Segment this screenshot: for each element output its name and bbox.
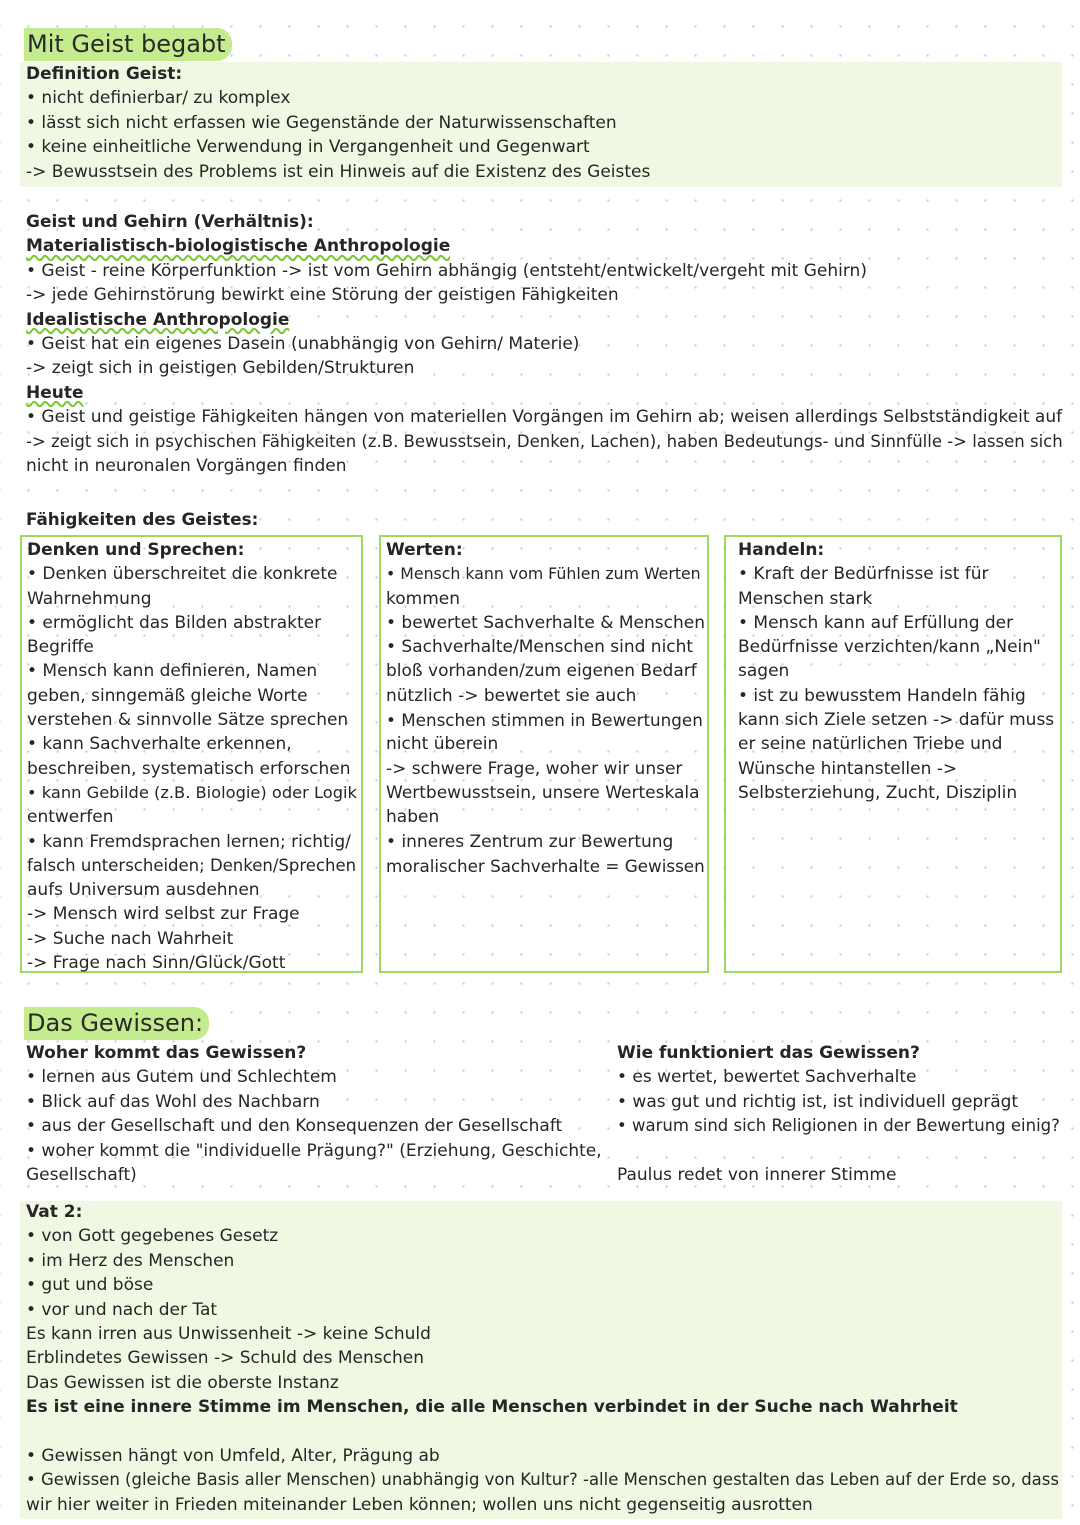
handeln-line: • Kraft der Bedürfnisse ist für <box>738 564 989 585</box>
vat-end-line: wir hier weiter in Frieden miteinander Leben können; wollen uns nicht gegenseitig ausrotten <box>26 1494 813 1515</box>
werten-line: • Menschen stimmen in Bewertungen <box>386 710 703 731</box>
denken-heading: Denken und Sprechen: <box>27 540 245 560</box>
denken-line: • kann Gebilde (z.B. Biologie) oder Logik <box>27 782 357 802</box>
denken-line: • Denken überschreitet die konkrete <box>27 564 338 585</box>
vat-line: • im Herz des Menschen <box>26 1250 235 1271</box>
definition-section <box>26 62 1056 184</box>
werten-line: nützlich -> bewertet sie auch <box>386 685 637 706</box>
materialistisch-heading: Materialistisch-biologistische Anthropologie <box>26 236 451 257</box>
vat-line: Es kann irren aus Unwissenheit -> keine Schuld <box>26 1323 431 1344</box>
faehigkeiten-heading: Fähigkeiten des Geistes: <box>26 509 259 529</box>
woher-line: • woher kommt die "individuelle Prägung?" (Erziehung, Geschichte, <box>26 1140 602 1161</box>
vat-end-line: • Gewissen (gleiche Basis aller Menschen) unabhängig von Kultur? -alle Menschen gestalten das Leben auf der Erde so, dass <box>26 1470 1059 1490</box>
denken-line: -> Suche nach Wahrheit <box>27 928 234 949</box>
woher-line: • Blick auf das Wohl des Nachbarn <box>26 1091 320 1112</box>
definition-line: • lässt sich nicht erfassen wie Gegenstände der Naturwissenschaften <box>26 112 617 133</box>
vat-line: Erblindetes Gewissen -> Schuld des Menschen <box>26 1348 424 1369</box>
heute-heading: Heute <box>26 382 84 403</box>
denken-line: • ermöglicht das Bilden abstrakter <box>27 612 322 633</box>
wie-line: • warum sind sich Religionen in der Bewertung einig? <box>617 1116 1060 1136</box>
vat-line: • gut und böse <box>26 1275 154 1296</box>
werten-line: bloß vorhanden/zum eigenen Bedarf <box>386 661 697 682</box>
geist-gehirn-heading: Geist und Gehirn (Verhältnis): <box>26 212 314 232</box>
wie-line: • was gut und richtig ist, ist individuell geprägt <box>617 1091 1019 1112</box>
woher-line: • aus der Gesellschaft und den Konsequenzen der Gesellschaft <box>26 1116 563 1137</box>
werten-line: • Mensch kann vom Fühlen zum Werten <box>386 564 701 584</box>
werten-line: kommen <box>386 588 460 609</box>
denken-line: geben, sinngemäß gleiche Worte <box>27 685 308 706</box>
werten-line: • inneres Zentrum zur Bewertung <box>386 831 674 852</box>
paulus-line: Paulus redet von innerer Stimme <box>617 1164 897 1185</box>
handeln-line: er seine natürlichen Triebe und <box>738 734 1003 755</box>
idealistisch-line: -> zeigt sich in geistigen Gebilden/Strukturen <box>26 358 415 379</box>
handeln-line: sagen <box>738 661 790 682</box>
definition-line: -> Bewusstsein des Problems ist ein Hinweis auf die Existenz des Geistes <box>26 161 651 182</box>
definition-heading: Definition Geist: <box>26 64 183 84</box>
definition-line: • keine einheitliche Verwendung in Vergangenheit und Gegenwart <box>26 137 590 158</box>
title-geist-text: Mit Geist begabt <box>24 28 232 61</box>
werten-line: nicht überein <box>386 734 499 755</box>
werten-line: moralischer Sachverhalte = Gewissen <box>386 855 705 876</box>
denken-line: Begriffe <box>27 637 94 658</box>
woher-heading: Woher kommt das Gewissen? <box>26 1043 307 1063</box>
section-title-gewissen <box>24 1007 209 1040</box>
woher-line: Gesellschaft) <box>26 1164 137 1185</box>
vat-line: • vor und nach der Tat <box>26 1299 218 1320</box>
idealistisch-line: • Geist hat ein eigenes Dasein (unabhängig von Gehirn/ Materie) <box>26 333 580 354</box>
handeln-line: • ist zu bewusstem Handeln fähig <box>738 685 1026 706</box>
handeln-line: Bedürfnisse verzichten/kann „Nein" <box>738 637 1041 658</box>
materialistisch-line: • Geist - reine Körperfunktion -> ist vom Gehirn abhängig (entsteht/entwickelt/vergeht mit Gehirn) <box>26 260 867 281</box>
box-werten <box>379 535 709 973</box>
geist-gehirn-section <box>26 210 1066 478</box>
box-denken-sprechen <box>20 535 363 973</box>
faehigkeiten-section <box>26 507 258 531</box>
werten-line: Wertbewusstsein, unsere Werteskala <box>386 782 700 803</box>
section-title-geist <box>24 28 232 61</box>
definition-line: • nicht definierbar/ zu komplex <box>26 88 291 109</box>
vat-line: Das Gewissen ist die oberste Instanz <box>26 1372 339 1393</box>
materialistisch-line: -> jede Gehirnstörung bewirkt eine Störung der geistigen Fähigkeiten <box>26 285 619 306</box>
handeln-line: kann sich Ziele setzen -> dafür muss <box>738 710 1055 731</box>
heute-line: • Geist und geistige Fähigkeiten hängen von materiellen Vorgängen im Gehirn ab; weisen allerdings Selbstständigkeit auf <box>26 407 1063 428</box>
vat-heading: Vat 2: <box>26 1202 83 1222</box>
heute-line: -> zeigt sich in psychischen Fähigkeiten (z.B. Bewusstsein, Denken, Lachen), haben Bedeutungs- und Sinnfülle -> lassen sich <box>26 431 1063 451</box>
vat-bold-line: Es ist eine innere Stimme im Menschen, die alle Menschen verbindet in der Suche nach Wahrheit <box>26 1397 958 1418</box>
wie-line: • es wertet, bewertet Sachverhalte <box>617 1067 917 1088</box>
denken-line: -> Frage nach Sinn/Glück/Gott <box>27 953 286 974</box>
vat-line: • von Gott gegebenes Gesetz <box>26 1226 279 1247</box>
handeln-line: Wünsche hintanstellen -> <box>738 758 958 779</box>
denken-line: -> Mensch wird selbst zur Frage <box>27 904 300 925</box>
denken-line: • kann Fremdsprachen lernen; richtig/ <box>27 831 351 852</box>
vat-section <box>26 1200 1062 1517</box>
woher-line: • lernen aus Gutem und Schlechtem <box>26 1067 337 1088</box>
denken-line: • Mensch kann definieren, Namen <box>27 661 318 682</box>
denken-line: Wahrnehmung <box>27 588 152 609</box>
box-handeln <box>724 535 1062 973</box>
handeln-line: Menschen stark <box>738 588 873 609</box>
handeln-line: • Mensch kann auf Erfüllung der <box>738 612 1014 633</box>
denken-line: • kann Sachverhalte erkennen, <box>27 734 292 755</box>
denken-line: falsch unterscheiden; Denken/Sprechen <box>27 855 357 875</box>
wie-heading: Wie funktioniert das Gewissen? <box>617 1043 920 1063</box>
idealistisch-heading: Idealistische Anthropologie <box>26 309 290 330</box>
denken-line: aufs Universum ausdehnen <box>27 880 260 901</box>
title-gewissen-text: Das Gewissen: <box>24 1007 209 1040</box>
werten-line: • bewertet Sachverhalte & Menschen <box>386 612 705 633</box>
werten-line: haben <box>386 807 440 828</box>
woher-section <box>26 1041 606 1187</box>
vat-end-line: • Gewissen hängt von Umfeld, Alter, Prägung ab <box>26 1445 440 1466</box>
denken-line: entwerfen <box>27 807 114 828</box>
heute-line: nicht in neuronalen Vorgängen finden <box>26 455 347 476</box>
wie-section <box>617 1041 1067 1187</box>
denken-line: verstehen & sinnvolle Sätze sprechen <box>27 710 349 731</box>
denken-line: beschreiben, systematisch erforschen <box>27 758 351 779</box>
werten-heading: Werten: <box>386 540 463 560</box>
werten-line: -> schwere Frage, woher wir unser <box>386 758 683 779</box>
handeln-heading: Handeln: <box>738 540 825 560</box>
werten-line: • Sachverhalte/Menschen sind nicht <box>386 637 694 658</box>
handeln-line: Selbsterziehung, Zucht, Disziplin <box>738 782 1018 803</box>
